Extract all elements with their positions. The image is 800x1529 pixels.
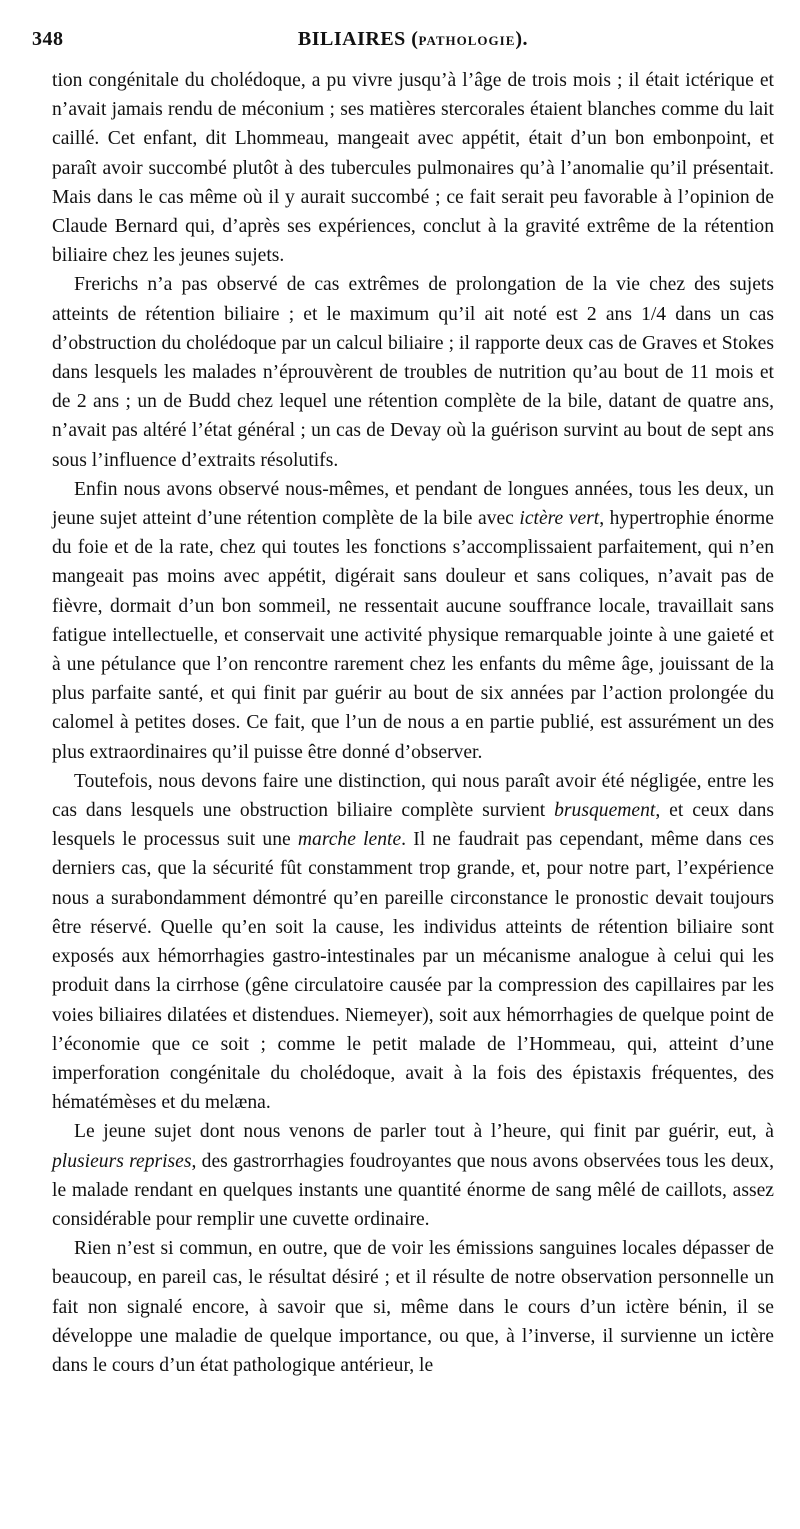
page-number: 348 [32, 28, 64, 50]
italic-text: ictère vert [519, 508, 600, 530]
running-title-end: ). [515, 28, 529, 50]
text-run: . Il ne faudrait pas cependant, même dans ces derniers cas, que la sécurité fût constamment trop grande, et, pour notre part, l’expérience nous a surabondamment démontré qu’en pareille circonstance le pronostic devait toujours être réservé. Quelle qu’en soit la cause, les individus atteints de rétention biliaire sont exposés aux hémorrhagies gastro-intestinales par un mécanisme analogue à celui qui les produit dans la cirrhose (gêne circulatoire causée par la compression des capillaires par les voies biliaires dilatées et distendues. Niemeyer), soit aux hémorrhagies de quelque point de l’économie que ce soit ; comme le petit malade de l’Hommeau, qui, atteint d’une imperforation congénitale du cholédoque, avait à la fois des épistaxis fréquentes, des hématémèses et du melæna. [52, 829, 774, 1114]
page-header [32, 28, 774, 54]
text-run: , et ceux dans lesquels le processus suit une [52, 800, 774, 851]
paragraph [52, 270, 774, 474]
text-run: , des gastrorrhagies foudroyantes que nous avons observées tous les deux, le malade rendant en quelques instants une quantité énorme de sang mêlé de caillots, assez considérable pour remplir une cuvette ordinaire. [52, 1150, 774, 1230]
text-run: Enfin nous avons observé nous-mêmes, et pendant de longues années, tous les deux, un jeune sujet atteint d’une rétention complète de la bile avec [52, 478, 774, 530]
text-run: tion congénitale du cholédoque, a pu vivre jusqu’à l’âge de trois mois ; il était ictérique et n’avait jamais rendu de méconium ; ses matières stercorales étaient blanches comme du lait caillé. Cet enfant, dit Lhommeau, mangeait avec appétit, était d’un bon embonpoint, et paraît avoir succombé plutôt à des tubercules pulmonaires qu’à l’anomalie qu’il présentait. Mais dans le cas même où il y aurait succombé ; ce fait serait peu favorable à l’opinion de Claude Bernard qui, d’après ses expériences, conclut à la gravité extrême de la rétention biliaire chez les jeunes sujets. [52, 70, 774, 267]
running-title-main: BILIAIRES ( [297, 28, 419, 50]
text-run: , hypertrophie énorme du foie et de la rate, chez qui toutes les fonctions s’accomplissaient parfaitement, qui n’en mangeait pas moins avec appétit, digérait sans douleur et sans coliques, n’avait pas de fièvre, dormait d’un bon sommeil, ne ressentait aucune souffrance locale, travaillait sans fatigue intellectuelle, et conservait une activité physique remarquable jointe à une gaieté et à une pétulance que l’on rencontre rarement chez les enfants du même âge, jouissant de la plus parfaite santé, et qui finit par guérir au bout de six années par l’action prolongée du calomel à petites doses. Ce fait, que l’un de nous a en partie publié, est assurément un des plus extraordinaires qu’il puisse être donné d’observer. [52, 508, 774, 763]
text-run: Toutefois, nous devons faire une distinction, qui nous paraît avoir été négligée, entre les cas dans lesquels une obstruction biliaire complète survient [52, 770, 774, 822]
text-run: Rien n’est si commun, en outre, que de voir les émissions sanguines locales dépasser de beaucoup, en pareil cas, le résultat désiré ; et il résulte de notre observation personnelle un fait non signalé encore, à savoir que si, même dans le cours d’un ictère bénin, il se développe une maladie de quelque importance, ou que, à l’inverse, il survienne un ictère dans le cours d’un état pathologique antérieur, le [52, 1238, 774, 1376]
paragraph [52, 66, 774, 270]
italic-text: marche lente [297, 829, 402, 851]
text-run: Le jeune sujet dont nous venons de parler tout à l’heure, qui finit par guérir, eut, à [74, 1121, 774, 1143]
italic-text: plusieurs reprises [52, 1150, 192, 1172]
running-title [52, 28, 774, 51]
paragraph [52, 767, 774, 1117]
paragraph [52, 1117, 774, 1234]
text-run: Frerichs n’a pas observé de cas extrêmes de prolongation de la vie chez des sujets atteints de rétention biliaire ; et le maximum qu’il ait noté est 2 ans 1/4 dans un cas d’obstruction du cholédoque par un calcul biliaire ; il rapporte deux cas de Graves et Stokes dans lesquels les malades n’éprouvèrent de troubles de nutrition qu’au bout de 11 mois et de 2 ans ; un de Budd chez lequel une rétention complète de la bile, datant de quatre ans, n’avait pas altéré l’état général ; un cas de Devay où la guérison survint au bout de sept ans sous l’influence d’extraits résolutifs. [52, 274, 774, 471]
paragraph [52, 475, 774, 767]
running-title-subject: PATHOLOGIE [418, 33, 516, 48]
body-text [52, 66, 774, 1380]
italic-text: brusquement [554, 800, 656, 822]
paragraph [52, 1234, 774, 1380]
